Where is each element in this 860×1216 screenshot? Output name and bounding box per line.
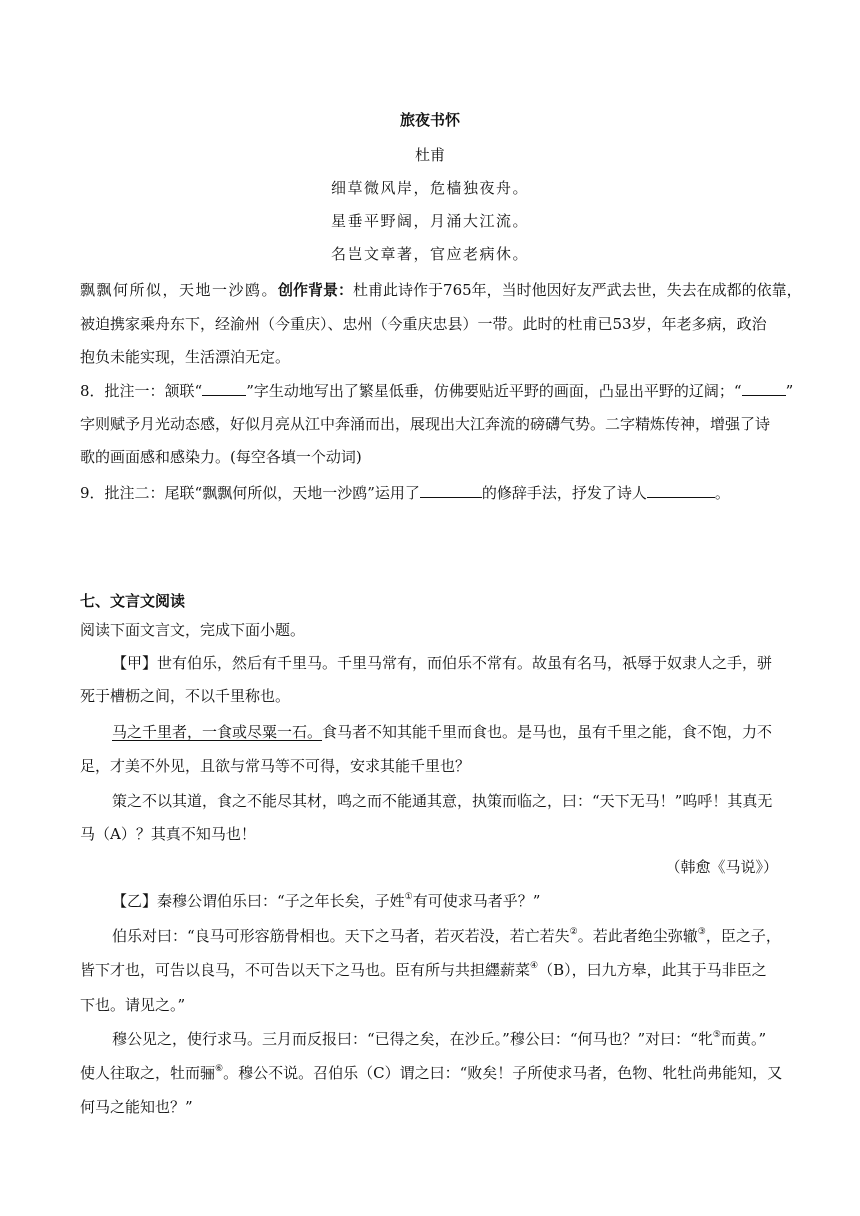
yi-p2-line2-text-a: 皆下才也，可告以良马，不可告以天下之马也。臣有所与共担纆薪菜 bbox=[80, 961, 531, 979]
q8-text-a: 8．批注一：颔联“ bbox=[80, 382, 203, 400]
yi-p3-line2-text-a: 使人往取之，牡而骊 bbox=[80, 1064, 216, 1082]
jia-p1-line-1: 【甲】世有伯乐，然后有千里马。千里马常有，而伯乐不常有。故虽有名马，祇辱于奴隶人之手，骈 bbox=[112, 654, 773, 672]
footnote-marker: ⑥ bbox=[215, 1064, 224, 1074]
yi-p2-line2-text-b: （B），曰九方皋，此其于马非臣之 bbox=[538, 961, 767, 979]
footnote-marker: ⑤ bbox=[712, 1030, 721, 1040]
q8-blank-2[interactable] bbox=[742, 381, 786, 396]
yi-p3-text-a: 穆公见之，使行求马。三月而反报曰：“已得之矣，在沙丘。”穆公曰：“何马也？”对曰：“牝 bbox=[112, 1030, 713, 1048]
q8-blank-1[interactable] bbox=[202, 381, 246, 396]
jia-p2-line-1-rest: 食马者不知其能千里而食也。是马也，虽有千里之能，食不饱，力不 bbox=[322, 723, 773, 741]
poem-author: 杜甫 bbox=[414, 146, 445, 164]
jia-p2-line-2: 足，才美不外见，且欲与常马等不可得，安求其能千里也？ bbox=[80, 757, 471, 775]
yi-p1 bbox=[112, 891, 812, 911]
yi-p3-line-1 bbox=[112, 1029, 812, 1049]
yi-p3-text-b: 而黄。” bbox=[720, 1030, 767, 1048]
question-9 bbox=[80, 483, 780, 503]
jia-p2-line-1 bbox=[112, 722, 812, 742]
question-8-line-3: 歌的画面感和感染力。(每空各填一个动词) bbox=[80, 448, 362, 466]
background-text-1: 杜甫此诗作于765年，当时他因好友严武去世，失去在成都的依靠， bbox=[353, 281, 802, 299]
jia-underlined-sentence: 马之千里者，一食或尽粟一石。 bbox=[112, 723, 323, 741]
yi-p2-text-a: 伯乐对曰：“良马可形容筋骨相也。天下之马者，若灭若没，若亡若失 bbox=[112, 927, 570, 945]
yi-p1-text-b: 有可使求马者乎？” bbox=[412, 892, 541, 910]
jia-p3-line-1: 策之不以其道，食之不能尽其材，鸣之而不能通其意，执策而临之，曰：“天下无马！”呜呼！其真无 bbox=[112, 792, 773, 810]
q8-text-c: ” bbox=[785, 382, 794, 400]
yi-p2-line-3: 下也。请见之。” bbox=[80, 996, 186, 1014]
poem-title: 旅夜书怀 bbox=[399, 111, 460, 129]
yi-p2-text-b: 。若此者绝尘弥辙 bbox=[577, 927, 698, 945]
yi-p3-line-2 bbox=[80, 1063, 783, 1083]
q8-text-b: ”字生动地写出了繁星低垂，仿佛要贴近平野的画面，凸显出平野的辽阔；“ bbox=[246, 382, 742, 400]
yi-p2-line-1 bbox=[112, 926, 812, 946]
question-8-line-1 bbox=[80, 381, 794, 401]
poem-line-3: 名岂文章著，官应老病休。 bbox=[330, 245, 529, 263]
poem-last-line-and-background bbox=[80, 280, 802, 300]
jia-p1-line-2: 死于槽枥之间，不以千里称也。 bbox=[80, 687, 291, 705]
q9-blank-2[interactable] bbox=[647, 483, 715, 498]
section-7-heading: 七、文言文阅读 bbox=[80, 592, 186, 610]
background-text-3: 抱负未能实现，生活漂泊无定。 bbox=[80, 348, 291, 366]
q9-blank-1[interactable] bbox=[420, 483, 482, 498]
q9-text-c: 。 bbox=[714, 484, 730, 502]
footnote-marker: ② bbox=[569, 927, 578, 937]
background-text-2: 被迫携家乘舟东下，经渝州（今重庆）、忠州（今重庆忠县）一带。此时的杜甫已53岁，年老多病，政治 bbox=[80, 315, 767, 333]
jia-p3-line-2: 马（A）？其真不知马也！ bbox=[80, 825, 256, 843]
q9-text-b: 的修辞手法，抒发了诗人 bbox=[481, 484, 647, 502]
section-7-instruction: 阅读下面文言文，完成下面小题。 bbox=[80, 621, 306, 639]
question-8-line-2: 字则赋予月光动态感，好似月亮从江中奔涌而出，展现出大江奔流的磅礴气势。二字精炼传神，增强了诗 bbox=[80, 415, 771, 433]
q9-text-a: 9．批注二：尾联“飘飘何所似，天地一沙鸥”运用了 bbox=[80, 484, 420, 502]
yi-p2-line-2 bbox=[80, 960, 780, 980]
background-label: 创作背景： bbox=[278, 281, 354, 299]
yi-p2-text-c: ，臣之子， bbox=[705, 927, 781, 945]
poem-line-2: 星垂平野阔，月涌大江流。 bbox=[330, 212, 529, 230]
yi-p1-text-a: 【乙】秦穆公谓伯乐曰：“子之年长矣，子姓 bbox=[112, 892, 405, 910]
footnote-marker: ④ bbox=[530, 961, 539, 971]
jia-source: （韩愈《马说》） bbox=[665, 858, 778, 876]
poem-line-4: 飘飘何所似，天地一沙鸥。 bbox=[80, 281, 279, 299]
footnote-marker: ① bbox=[404, 892, 413, 902]
footnote-marker: ③ bbox=[697, 927, 706, 937]
yi-p3-line-3: 何马之能知也？” bbox=[80, 1098, 193, 1116]
yi-p3-line2-text-b: 。穆公不说。召伯乐（C）谓之曰：“败矣！子所使求马者，色物、牝牡尚弗能知，又 bbox=[223, 1064, 783, 1082]
poem-line-1: 细草微风岸，危樯独夜舟。 bbox=[330, 179, 529, 197]
